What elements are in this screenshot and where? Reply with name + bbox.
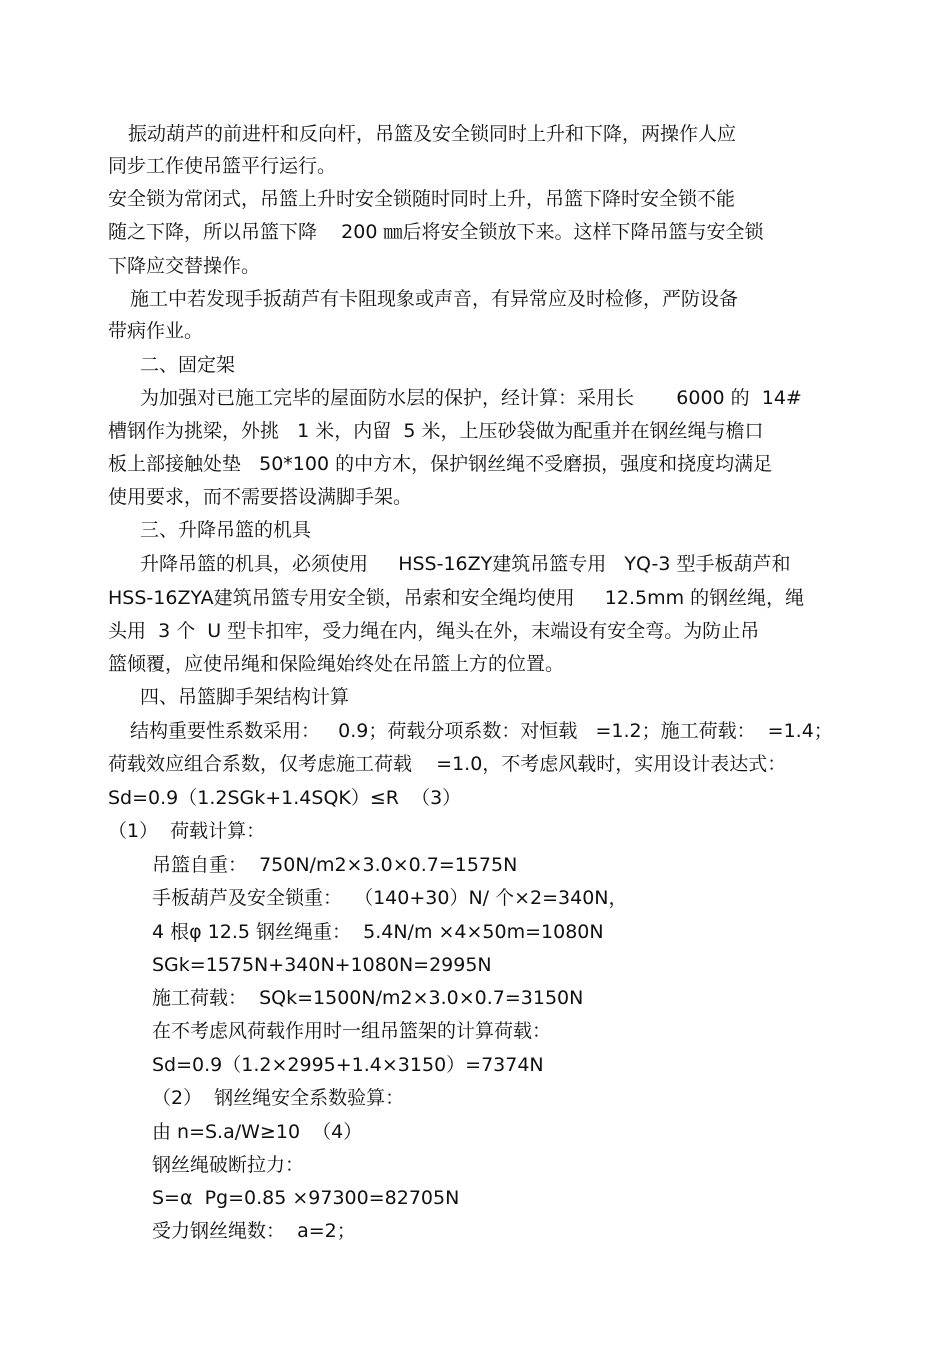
calc-line: Sd=0.9（1.2×2995+1.4×3150）=7374N: [152, 1054, 544, 1076]
text-line: 篮倾覆，应使吊绳和保险绳始终处在吊篮上方的位置。: [108, 653, 565, 675]
text-line: 荷载效应组合系数，仅考虑施工荷载 =1.0，不考虑风载时，实用设计表达式：: [108, 753, 787, 775]
section-heading: 二、固定架: [140, 354, 236, 376]
formula-line: Sd=0.9（1.2SGk+1.4SQK）≤R （3）: [108, 787, 462, 809]
text-line: 槽钢作为挑梁，外挑 1 米，内留 5 米，上压砂袋做为配重并在钢丝绳与檐口: [108, 420, 764, 442]
text-line: 同步工作使吊篮平行运行。: [108, 155, 337, 177]
calc-line: 施工荷载： SQk=1500N/m2×3.0×0.7=3150N: [152, 987, 584, 1009]
calc-line: 手板葫芦及安全锁重： （140+30）N/ 个×2=340N，: [152, 887, 628, 909]
text-line: 随之下降，所以吊篮下降 200 ㎜后将安全锁放下来。这样下降吊篮与安全锁: [108, 221, 764, 243]
text-line: 下降应交替操作。: [108, 255, 261, 277]
text-line: 带病作业。: [108, 320, 204, 342]
calc-line: S=α Pg=0.85 ×97300=82705N: [152, 1187, 460, 1209]
calc-line: 钢丝绳破断拉力：: [152, 1154, 305, 1176]
section-heading: 四、吊篮脚手架结构计算: [140, 686, 350, 708]
text-line: 为加强对已施工完毕的屋面防水层的保护，经计算：采用长 6000 的 14#: [140, 387, 802, 409]
calc-line: 在不考虑风荷载作用时一组吊篮架的计算荷载：: [152, 1020, 552, 1042]
calc-line: 由 n=S.a/W≥10 （4）: [152, 1121, 363, 1143]
text-line: 施工中若发现手扳葫芦有卡阻现象或声音，有异常应及时检修，严防设备: [130, 288, 739, 310]
text-line: 升降吊篮的机具，必须使用 HSS-16ZY建筑吊篮专用 YQ-3 型手板葫芦和: [140, 553, 791, 575]
calc-line: SGk=1575N+340N+1080N=2995N: [152, 954, 492, 976]
text-line: 振动葫芦的前进杆和反向杆，吊篮及安全锁同时上升和下降，两操作人应: [128, 123, 737, 145]
text-line: 使用要求，而不需要搭设满脚手架。: [108, 486, 413, 508]
section-heading: 三、升降吊篮的机具: [140, 519, 312, 541]
text-line: 头用 3 个 U 型卡扣牢，受力绳在内，绳头在外，末端设有安全弯。为防止吊: [108, 620, 760, 642]
calc-line: 吊篮自重： 750N/m2×3.0×0.7=1575N: [152, 854, 518, 876]
text-line: 安全锁为常闭式，吊篮上升时安全锁随时同时上升，吊篮下降时安全锁不能: [108, 188, 736, 210]
text-line: 板上部接触处垫 50*100 的中方木，保护钢丝绳不受磨损，强度和挠度均满足: [108, 453, 773, 475]
subheading: （1） 荷载计算：: [108, 820, 266, 842]
subheading: （2） 钢丝绳安全系数验算：: [152, 1087, 405, 1109]
calc-line: 受力钢丝绳数： a=2；: [152, 1220, 356, 1242]
calc-line: 4 根φ 12.5 钢丝绳重： 5.4N/m ×4×50m=1080N: [152, 921, 604, 943]
text-line: 结构重要性系数采用： 0.9；荷载分项系数：对恒载 =1.2；施工荷载： =1.4；: [130, 720, 833, 742]
text-line: HSS-16ZYA建筑吊篮专用安全锁，吊索和安全绳均使用 12.5mm 的钢丝绳，绳: [108, 587, 805, 609]
